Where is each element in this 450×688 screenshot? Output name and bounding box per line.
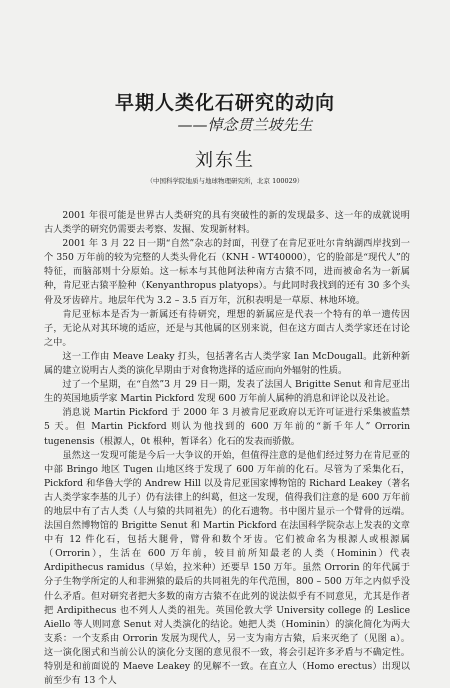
article-body bbox=[44, 209, 410, 688]
paragraph: 过了一个星期，在“自然”3 月 29 日一期，发表了法国人 Brigitte Senut 和肯尼亚出生的英国地质学家 Martin Pickford 发现 600 万年前人属种的消息和评论以及社论。 bbox=[44, 379, 410, 405]
author-affiliation: （中国科学院地质与地球物理研究所，北京 100029） bbox=[146, 177, 304, 185]
paragraph: 2001 年很可能是世界古人类研究的具有突破性的新的发现最多、这一年的成就说明古人类学的研究仍需要去考察、发掘、发现新材料。 bbox=[44, 210, 410, 236]
author-name: 刘东生 bbox=[195, 150, 255, 171]
paragraph: 这一工作由 Meave Leaky 打头，包括著名古人类学家 Ian McDougall。此新种新属的建立说明古人类的演化早期由于对食物选择的适应而向外辐射的性质。 bbox=[44, 350, 410, 377]
article-subtitle: ——悼念贯兰坡先生 bbox=[177, 116, 313, 134]
article-title: 早期人类化石研究的动向 bbox=[114, 92, 335, 114]
paragraph: 虽然这一发现可能是今后一大争议的开始，但值得注意的是他们经过努力在肯尼亚的中部 Bringo 地区 Tugen 山地区终于发现了 600 万年前的化石。尽管为了采集化石，Pickford 和华鲁大学的 Andrew Hill 以及肯尼亚国家博物馆的 Richard Leakey（著名古人类学家李基的儿子）仍有法律上的纠葛，但这一发现，值得我们注意的是 600 万年前的地层中有了古人类（人与猿的共同祖先）的化石遗物。书中图片显示一个臂骨的远端。法国自然博物馆的 Brigitte Senut 和 Martin Pickford 在法国科学院杂志上发表的文章中有 12 件化石，包括大腿骨，臂骨和数个牙齿。它们被命名为根源人或根源属（Orrorin），生活在 600 万年前，较目前所知最老的人类（Hominin）代表 Ardipithecus ramidus（早始，拉米种）还要早 150 万年。虽然 Orrorin 的年代属于分子生物学所定的人和非洲猿的最后的共同祖先的年代范围，800 – 500 万年之内似乎没什么矛盾。但对研究者把大多数的南方古猿不在此列的说法似乎有不同意见，尤其是作者把 Ardipithecus 也不列人人类的祖先。英国伦敦大学 University college 的 Leslice Aiello 等人则同意 Senut 对人类演化的结论。她把人类（Hominin）的演化简化为两大支系：一个支系由 Orrorin 发展为现代人，另一支为南方古猿，后来灭绝了（见图 a）。这一演化图式和当前公认的演化分支图的意见很不一致，将会引起许多矛盾与不确定性。特别是和前面说的 Maeve Leakey 的见解不一致。在直立人（Homo erectus）出现以前至少有 13 个人 bbox=[44, 449, 410, 687]
paragraph: 肯尼亚标本是否为一新属还有待研究，理想的新属应是代表一个特有的单一遗传因子，无论从对其环境的适应，还是与其他属的区别来说，但在这方面古人类学家还在讨论之中。 bbox=[44, 308, 410, 348]
paragraph: 消息说 Martin Pickford 于 2000 年 3 月被肯尼亚政府以无许可证进行采集被监禁 5 天。但 Martin Pickford 则认为他找到的 600 万年前的“新千年人” Orrorin tugenensis（根源人，0t 根种，暂译名）化石的发表而骄傲。 bbox=[44, 407, 410, 447]
paragraph: 2001 年 3 月 22 日一期“自然”杂志的封面，刊登了在肯尼亚吐尔肯纳湖西岸找到一个 350 万年前的较为完整的人类头骨化石（KNH - WT40000），它的脸部是“现代人”的特征，而脑部则十分原始。这一标本与其他阿法种南方古猿不同，进而被命名为一新属种，肯尼亚古猿平脸种（Kenyanthropus platyops）。与此同时我找到的还有 30 多个头骨及牙齿碎片。地层年代为 3.2 – 3.5 百万年，沉积表明是一草原、林地环境。 bbox=[44, 238, 410, 306]
